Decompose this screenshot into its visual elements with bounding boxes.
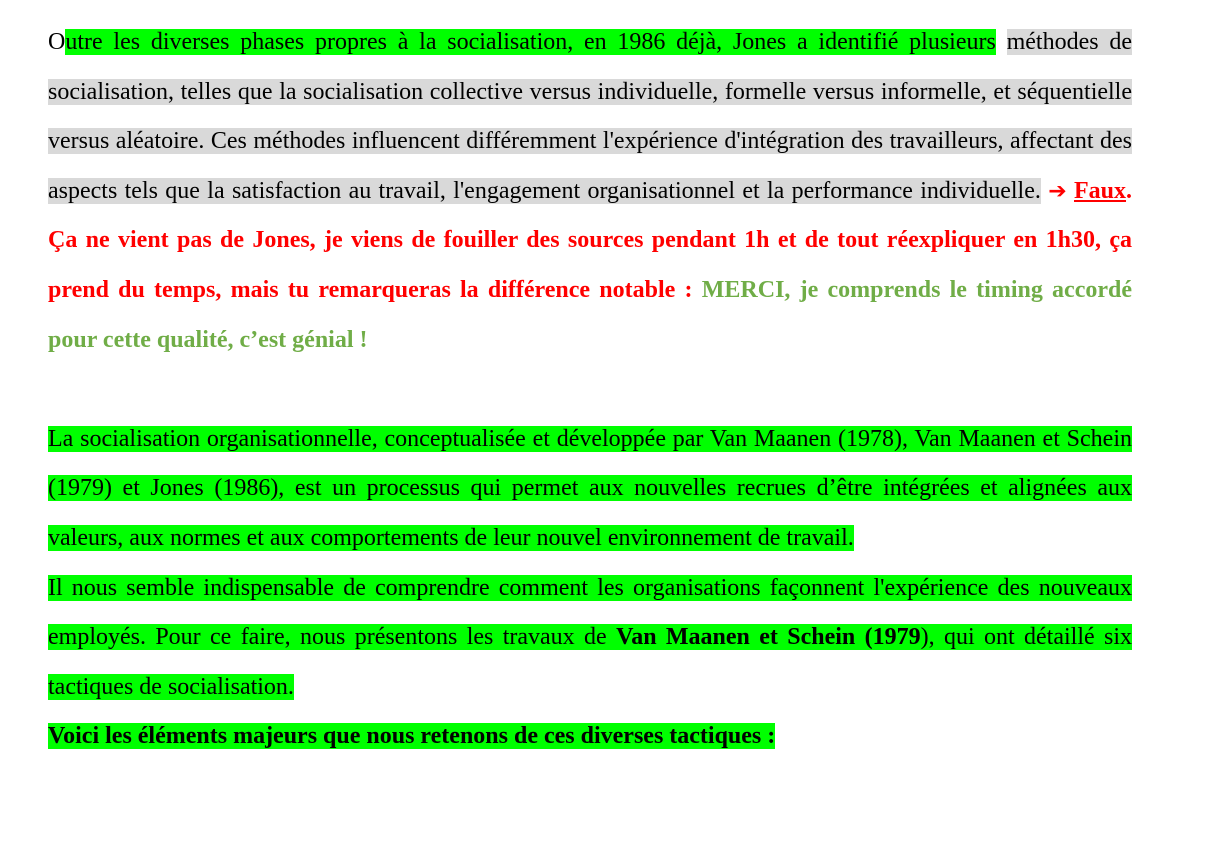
right-arrow-icon: ➔ xyxy=(1048,178,1067,204)
comment-faux: Faux xyxy=(1074,177,1127,204)
blank-line xyxy=(48,365,1132,415)
document-page xyxy=(48,18,1132,762)
author-reply: MERCI, je comprends le timing accordé pour cette qualité, c’est génial ! xyxy=(48,276,1133,353)
green-highlighted-text xyxy=(48,575,1132,700)
paragraph-tactics-intro xyxy=(48,564,1132,713)
reference-van-maanen-schein: Van Maanen et Schein (1979 xyxy=(616,624,921,651)
tactics-intro-text: Il nous semble indispensable de comprendre comment les organisations façonnent l'expérience des nouveaux employés. Pour ce faire, nous présentons les travaux de xyxy=(48,574,1132,651)
paragraph-socialisation-definition xyxy=(48,415,1132,564)
green-highlighted-text: La socialisation organisationnelle, conceptualisée et développée par Van Maanen (1978), Van Maanen et Schein (1979) et Jones (1986), est un processus qui permet aux nouvelles recrues d’être intégrées et alignées aux valeurs, aux normes et aux comportements de leur nouvel environnement de travail. xyxy=(48,425,1132,551)
grey-highlighted-text: méthodes de socialisation, telles que la socialisation collective versus individuelle, formelle versus informelle, et séquentielle versus aléatoire. Ces méthodes influencent différemment l'expérience d'intégration des travailleurs, affectant des aspects tels que la satisfaction au travail, l'engagement organisationnel et la performance individuelle. xyxy=(48,29,1132,204)
paragraph-jones-methods xyxy=(48,18,1132,365)
key-elements-heading: Voici les éléments majeurs que nous retenons de ces diverses tactiques : xyxy=(48,723,776,750)
reviewer-comment: . Ça ne vient pas de Jones, je viens de fouiller des sources pendant 1h et de tout réexpliquer en 1h30, ça prend du temps, mais tu remarqueras la différence notable : xyxy=(48,177,1133,303)
tactics-intro-tail: ), qui ont détaillé six tactiques de socialisation. xyxy=(48,624,1133,700)
green-highlighted-text: utre les diverses phases propres à la socialisation, en 1986 déjà, Jones a identifié plusieurs xyxy=(65,29,996,55)
first-letter: O xyxy=(48,29,66,55)
paragraph-key-elements xyxy=(48,712,1132,762)
